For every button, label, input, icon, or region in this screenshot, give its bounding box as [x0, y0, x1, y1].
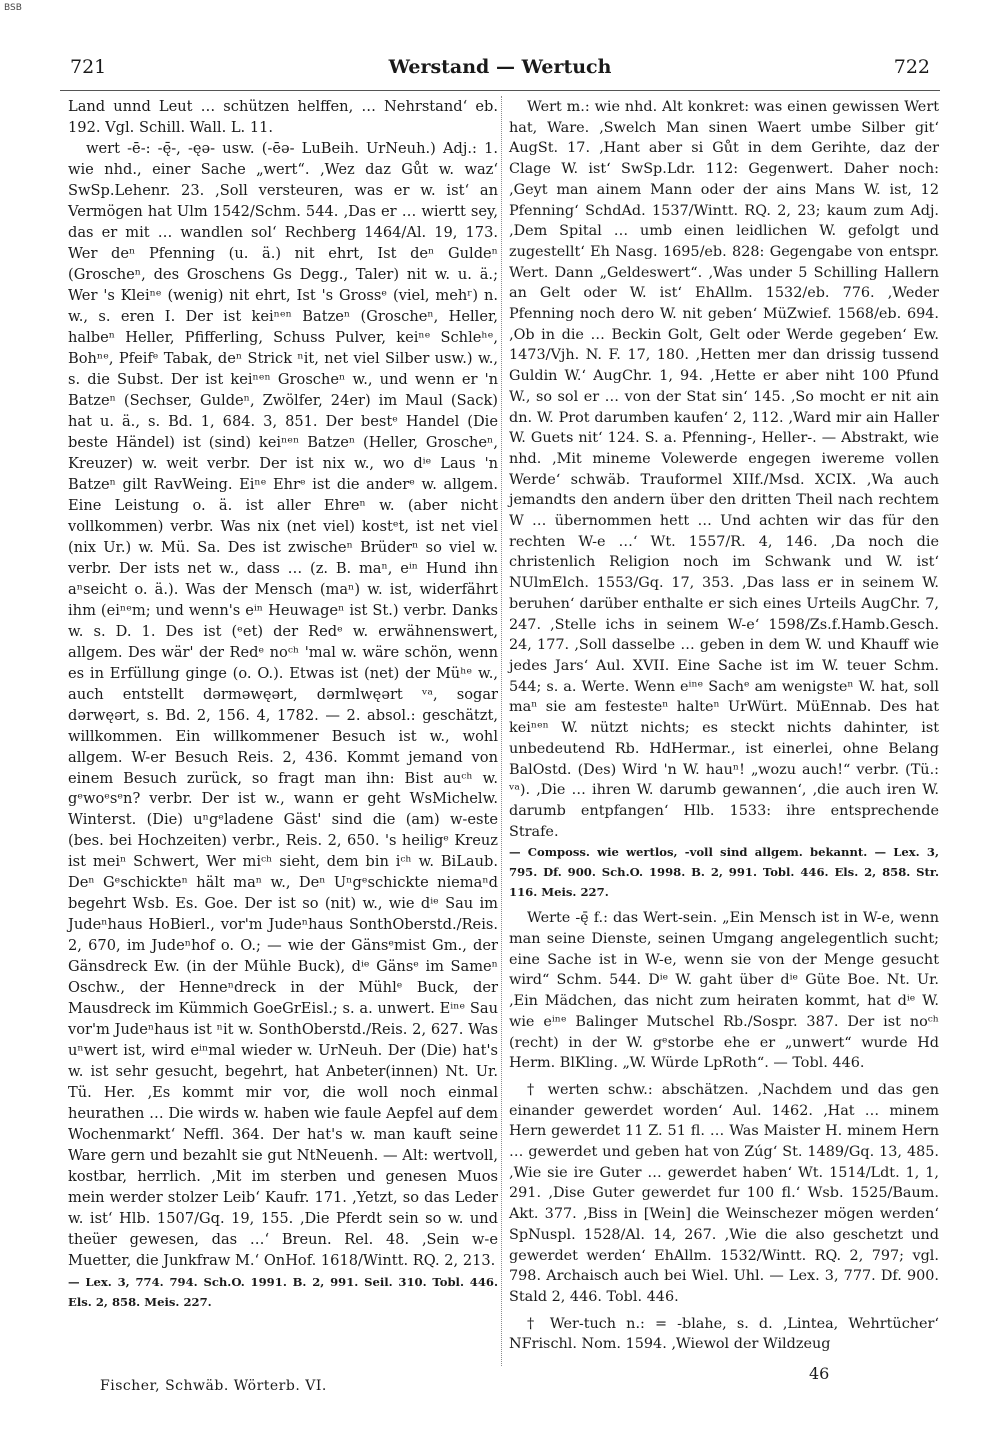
entry-werten: † werten schw.: abschätzen. ‚Nachdem und das gen einander gewerdet worden‘ Aul. 1462. ‚Hat … minem Hern gewerdet 11 Z. 51 fl. … Was Maister H. minem Hern … gewerdet und geben hat von Zúg‘ St. 1489/Gq. 13, 485. ‚Wie sie ire Guter … gewerdet haben‘ Wt. 1514/Ldt. 1, 1, 291. ‚Dise Guter gewerdet fur 100 fl.‘ Wsb. 1525/Baum. Akt. 377. ‚Biss in [Wein] die Weinschezer mögen werden‘ SpNuspl. 1528/Al. 14, 267. ‚Wie die also geschetzt und gewerdet werden‘ EhAllm. 1532/Wintt. RQ. 2, 797; vgl. 798. Archaisch auch bei Wiel. Uhl. — Lex. 3, 777. Df. 900. Stald 2, 446. Tobl. 446.	[509, 1081, 939, 1305]
page-title: Werstand — Wertuch	[388, 56, 612, 78]
entry-wert-adj: wert -ē-: -ę̄-, -ęə- usw. (-ēə- LuBeih. UrNeuh.) Adj.: 1. wie nhd., einer Sache „wert“. ‚Wez daz Gůt w. waz‘ SwSp.Lehenr. 23. ‚Soll versteuren, was er w. ist‘ an Vermögen hat Ulm 1542/Schm. 544. ‚Das er … wiertt sey, das er mit … wandlen sol‘ Rechberg 1464/Al. 19, 173. Wer deⁿ Pfenning (u. ä.) nit ehrt, Ist deⁿ Guldeⁿ (Groscheⁿ, des Groschens Gs Degg., Taler) nit w. u. ä.; Wer 's Kleiⁿᵉ (wenig) nit ehrt, Ist 's Grossᵉ (viel, mehʳ) n. w., s. eren I. Der ist keiⁿᵉⁿ Batzeⁿ (Groscheⁿ, Heller, halbeⁿ Heller, Pfifferling, Schuss Pulver, keiⁿᵉ Schleʰᵉ, Bohⁿᵉ, Pfeifᵉ Tabak, deⁿ Strick ⁿit, net viel Silber usw.) w., s. die Subst. Der ist keiⁿᵉⁿ Groscheⁿ w., und wenn er 'n Batzeⁿ (Sechser, Guldeⁿ, Zwölfer, 24er) im Maul (Sack) hat u. ä., s. Bd. 1, 684. 3, 851. Der bestᵉ Handel (Die beste Händel) ist (sind) keiⁿᵉⁿ Batzeⁿ (Heller, Groscheⁿ, Kreuzer) w. weit verbr. Der ist nix w., wo dⁱᵉ Laus 'n Batzeⁿ gilt RavWeing. Eiⁿᵉ Ehrᵉ ist die anderᵉ w. allgem. Eine Leistung o. ä. ist aller Ehreⁿ w. (aber nicht vollkommen) verbr. Was nix (net viel) kostᵉt, ist net viel (nix Ur.) w. Mü. Sa. Des ist zwischeⁿ Brüderⁿ so viel w. verbr. Der ists net w., dass … (z. B. maⁿ, eⁱⁿ Hund ihn aⁿseicht o. ä.). Was der Mensch (maⁿ) w. ist, widerfährt ihm (eiⁿᵉm; und wenn's eⁱⁿ Heuwageⁿ ist St.) verbr. Danks w. s. D. 1. Des ist (ᵉet) der Redᵉ w. erwähnenswert, allgem. Des wär' der Redᵉ noᶜʰ 'mal w. wäre schön, wenn es in Erfüllung ginge (o. O.). Etwas ist (net) der Müʰᵉ w., auch entstellt dərməwęərt, dərmlwęərt ᵛᵃ, sogar dərwęərt, s. Bd. 2, 156. 4, 1782. — 2. absol.: geschätzt, willkommen. Ein willkommener Besuch ist w., wohl allgem. W-er Besuch Reis. 2, 436. Kommt jemand von einem Besuch zurück, so fragt man ihn: Bist auᶜʰ w. gᵉwoᵉsᵉn? verbr. Der ist w., wann er geht WsMichelw. Winterst. (Die) uⁿgᵉladene Gäst' sind die (am) w-este (bes. bei Hochzeiten) verbr., Reis. 2, 650. 's heiligᵉ Kreuz ist meiⁿ Schwert, Wer miᶜʰ sieht, dem bin iᶜʰ w. BiLaub. Deⁿ Gᵉschickteⁿ hält maⁿ w., Deⁿ Uⁿgᵉschickte niemaⁿd begehrt Wsb. Es. Goe. Der ist so (nit) w., wie dⁱᵉ Sau im Judeⁿhaus HoBierl., vor'm Judeⁿhaus SonthOberstd./Reis. 2, 670, im Judeⁿhof o. O.; — wie der Gänsᵉmist Gm., der Gänsdreck Ew. (in der Mühle Buck), dⁱᵉ Gänsᵉ im Sameⁿ Oschw., der Henneⁿdreck in der Mühlᵉ Buck, der Mausdreck im Kümmich GoeGrEisl.; s. a. unwert. Eⁱⁿᵉ Sau vor'm Judeⁿhaus ist ⁿit w. SonthOberstd./Reis. 2, 627. Was uⁿwert ist, wird eⁱⁿmal wieder w. UrNeuh. Der (Die) hat's w. ist sehr gesucht, begehrt, hat Anbeter(innen) Nt. Ur. Tü. Her. ‚Es kommt mir vor, die woll noch einmal heurathen … Die wirds w. haben wie faule Aepfel auf dem Wochenmarkt‘ Neffl. 364. Der hat's w. man kauft seine Ware gern und bezahlt sie gut NtNeuenh. — Alt: wertvoll, kostbar, herrlich. ‚Mit im sterben und genesen Muos mein werder stolzer Leib‘ Kaufr. 171. ‚Yetzt, so das Leder w. ist‘ Hlb. 1507/Gq. 19, 155. ‚Die Pferdt sein so w. und theüer gewesen, das …‘ Breun. Rel. 48. ‚Sein w-e Muetter, die Junkfraw M.‘ OnHof. 1618/Wintt. RQ. 2, 213.	[68, 139, 498, 1270]
page-header	[70, 56, 930, 80]
column-divider	[501, 96, 502, 1366]
references: — Lex. 3, 774. 794. Sch.O. 1991. B. 2, 991. Seil. 310. Tobl. 446. Els. 2, 858. Meis. 227.	[68, 1275, 498, 1310]
header-rule	[60, 90, 940, 91]
library-stamp: BSB	[4, 3, 22, 13]
page-number-left: 721	[70, 56, 107, 78]
references: — Composs. wie wertlos, -voll sind allgem. bekannt. — Lex. 3, 795. Df. 900. Sch.O. 1998. B. 2, 991. Tobl. 446. Els. 2, 858. Str. 116. Meis. 227.	[509, 845, 939, 900]
page-number-right: 722	[893, 56, 930, 78]
entry-wer-tuch: † Wer-tuch n.: = -blahe, s. d. ‚Lintea, Wehrtücher‘ NFrischl. Nom. 1594. ‚Wiewol der Wildzeug	[509, 1315, 939, 1353]
right-column	[509, 97, 939, 1355]
footer-signature-line: Fischer, Schwäb. Wörterb. VI.	[100, 1378, 327, 1394]
sheet-signature: 46	[809, 1364, 830, 1383]
paragraph: Land unnd Leut … schützen helffen, … Nehrstand‘ eb. 192. Vgl. Schill. Wall. L. 11.	[68, 98, 498, 136]
entry-werte: Werte -ę̄ f.: das Wert-sein. „Ein Mensch ist in W-e, wenn man seine Dienste, seinen Umgang angelegentlich sucht; eine Sache ist in W-e, wenn sie von der Menge gesucht wird“ Schm. 544. Dⁱᵉ W. gaht über dⁱᵉ Güte Boe. Nt. Ur. ‚Ein Mädchen, das nicht zum heiraten kommt, hat dⁱᵉ W. wie eⁱⁿᵉ Balinger Mutschel Rb./Sospr. 387. Der ist noᶜʰ (recht) in der W. gᵉstorbe ehe er „unwert“ wurde Hd Herm. BlKling. „W. Würde LpRoth“. — Tobl. 446.	[509, 910, 939, 1072]
entry-wert-m: Wert m.: wie nhd. Alt konkret: was einen gewissen Wert hat, Ware. ‚Swelch Man sinen Waert umbe Silber git‘ AugSt. 17. ‚Hant aber si Gůt in dem Gerihte, daz der Clage W. ist‘ SwSp.Ldr. 112: Gegenwert. Daher noch: ‚Geyt man ainem Mann oder der ains Mans W. ist, 12 Pfenning‘ SchdAd. 1537/Wintt. RQ. 2, 23; kaum zum Adj. ‚Dem Spital … umb einen leidlichen W. gefolgt und zugestellt‘ Eh Nasg. 1695/eb. 828: Gegengabe von entspr. Wert. Dann „Geldeswert“. ‚Was under 5 Schilling Hallern an Gelt oder W. ist‘ EhAllm. 1532/eb. 776. ‚Weder Pfenning noch dero W. nit geben‘ MüZwief. 1568/eb. 694. ‚Ob in die … Beckin Golt, Gelt oder Werde gegeben‘ Ew. 1473/Vjh. N. F. 17, 180. ‚Hetten mer dan drissig tussend Guldin W.‘ AugChr. 1, 94. ‚Hette er aber niht 100 Pfund W., so sol er … von der Stat sin‘ 145. ‚So mocht er nit ain dn. W. Prot darumben kaufen‘ 2, 112. ‚Ward mir ain Haller W. Guets nit‘ 124. S. a. Pfenning-, Heller-. — Abstrakt, wie nhd. ‚Mit mineme Volewerde engegen iwereme vollen Werde‘ schwäb. Trauformel XIIf./Msd. XCIX. ‚Wa auch jemandts den andern über den dritten Theil nach rechtem W … übernommen hett … Und achten wir das für den rechten W-e …‘ Wt. 1557/R. 4, 146. ‚Da noch die christenlich Religion noch im Schwank und W. ist‘ NUlmElch. 1553/Gq. 17, 353. ‚Das lass er in seinem W. beruhen‘ darüber enthalte er sich eines Urteils AugChr. 7, 247. ‚Stelle ichs in seinem W-e‘ 1598/Zs.f.Hamb.Gesch. 24, 177. ‚Soll dasselbe … geben in dem W. und Khauff wie jedes Jars‘ Aul. XVII. Eine Sache ist im W. teuer Schm. 544; s. a. Werte. Wenn eⁱⁿᵉ Sachᵉ am wenigsteⁿ W. hat, soll maⁿ sie am festesteⁿ halteⁿ UrWürt. MüEnnab. Des hat keiⁿᵉⁿ W. nützt nichts; es steckt nichts dahinter, ist unbedeutend Rb. HdHermar., ist einerlei, ohne Belang BalOstd. (Des) Wird 'n W. hauⁿ! „wozu auch!“ verbr. (Tü.: ᵛᵃ). ‚Die … ihren W. darumb gewannen‘, ‚die auch iren W. darumb entpfangen‘ Hlb. 1533: ihre entsprechende Strafe.	[509, 99, 939, 840]
left-column	[68, 97, 498, 1312]
